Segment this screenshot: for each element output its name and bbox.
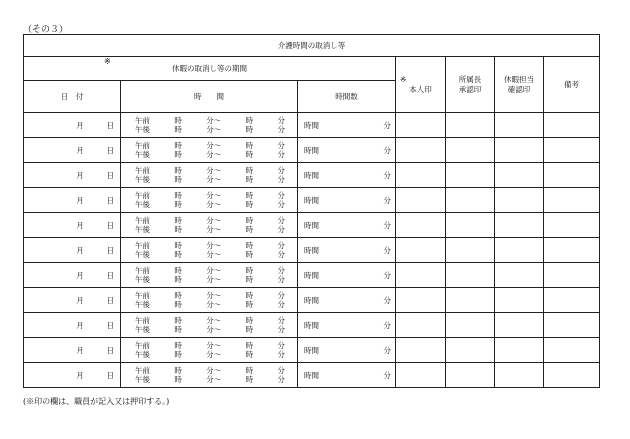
minute-from-label: 分～ [206,350,222,359]
duration-hour-label: 時間 [304,170,319,180]
pm-label: 午後 [135,200,150,209]
day-label: 日 [106,320,114,330]
form-rows [24,113,600,388]
hour-label: 時 [245,375,254,384]
dept-head-seal-cell[interactable] [446,363,495,388]
own-seal-cell[interactable] [396,263,446,288]
hour-label: 時 [174,275,182,284]
remarks-cell[interactable] [544,288,600,313]
leave-officer-seal-cell[interactable] [495,213,544,238]
dept-head-seal-cell[interactable] [446,188,495,213]
pm-label: 午後 [135,225,150,234]
minute-from-label: 分～ [206,300,222,309]
remarks-cell[interactable] [544,163,600,188]
time-cell[interactable] [121,338,298,363]
minute-label: 分 [277,141,285,150]
hour-label: 時 [174,141,182,150]
hour-label: 時 [245,175,254,184]
day-label: 日 [106,120,114,130]
hour-label: 時 [245,350,254,359]
hour-label: 時 [245,216,254,225]
am-label: 午前 [135,366,150,375]
day-label: 日 [106,170,114,180]
dept-head-line1: 所属長 [458,74,482,84]
leave-cancellation-form [23,34,600,388]
table-row [24,238,600,263]
duration-minute-label: 分 [383,170,391,180]
hour-label: 時 [174,150,182,159]
am-label: 午前 [135,316,150,325]
date-cell[interactable] [24,138,121,163]
minute-from-label: 分～ [206,166,222,175]
duration-hour-label: 時間 [304,120,319,130]
remarks-cell[interactable] [544,238,600,263]
month-label: 月 [76,170,84,180]
date-cell[interactable] [24,288,121,313]
am-label: 午前 [135,341,150,350]
own-seal-cell[interactable] [396,338,446,363]
duration-minute-label: 分 [383,370,391,380]
duration-hour-label: 時間 [304,145,319,155]
date-cell[interactable] [24,363,121,388]
hour-label: 時 [245,166,254,175]
duration-minute-label: 分 [383,145,391,155]
remarks-cell[interactable] [544,113,600,138]
dept-head-seal-cell[interactable] [446,238,495,263]
remarks-header: 備考 [544,57,600,113]
dept-head-seal-cell[interactable] [446,313,495,338]
leave-officer-seal-header [495,57,544,113]
duration-minute-label: 分 [383,120,391,130]
minute-label: 分 [277,366,285,375]
hour-label: 時 [245,341,254,350]
leave-officer-seal-cell[interactable] [495,138,544,163]
hour-label: 時 [174,125,182,134]
minute-label: 分 [277,250,285,259]
dept-head-line2: 承認印 [458,84,482,94]
hour-label: 時 [174,250,182,259]
time-cell[interactable] [121,313,298,338]
day-label: 日 [106,295,114,305]
duration-hour-label: 時間 [304,220,319,230]
leave-officer-seal-cell[interactable] [495,313,544,338]
remarks-cell[interactable] [544,188,600,213]
hour-label: 時 [245,225,254,234]
duration-minute-label: 分 [383,220,391,230]
time-header: 時 間 [121,81,298,113]
month-label: 月 [76,220,84,230]
minute-from-label: 分～ [206,150,222,159]
date-cell[interactable] [24,113,121,138]
minute-from-label: 分～ [206,291,222,300]
hour-label: 時 [174,375,182,384]
leave-officer-seal-cell[interactable] [495,188,544,213]
hour-label: 時 [174,325,182,334]
minute-from-label: 分～ [206,375,222,384]
hour-label: 時 [174,316,182,325]
month-label: 月 [76,195,84,205]
month-label: 月 [76,120,84,130]
duration-hour-label: 時間 [304,345,319,355]
day-label: 日 [106,370,114,380]
duration-hour-label: 時間 [304,320,319,330]
minute-label: 分 [277,275,285,284]
leave-officer-seal-cell[interactable] [495,238,544,263]
duration-minute-label: 分 [383,320,391,330]
hour-label: 時 [174,291,182,300]
leave-officer-seal-cell[interactable] [495,263,544,288]
month-label: 月 [76,295,84,305]
minute-label: 分 [277,350,285,359]
minute-label: 分 [277,216,285,225]
duration-cell[interactable] [298,213,396,238]
minute-from-label: 分～ [206,200,222,209]
minute-from-label: 分～ [206,216,222,225]
minute-label: 分 [277,125,285,134]
minute-label: 分 [277,175,285,184]
minute-from-label: 分～ [206,125,222,134]
month-label: 月 [76,145,84,155]
minute-label: 分 [277,266,285,275]
own-seal-cell[interactable] [396,213,446,238]
minute-from-label: 分～ [206,366,222,375]
hour-label: 時 [174,116,182,125]
time-cell[interactable] [121,113,298,138]
am-label: 午前 [135,266,150,275]
time-cell[interactable] [121,363,298,388]
minute-from-label: 分～ [206,275,222,284]
period-header [24,57,396,81]
minute-label: 分 [277,116,285,125]
hour-label: 時 [245,141,254,150]
duration-cell[interactable] [298,113,396,138]
leave-officer-seal-cell[interactable] [495,163,544,188]
table-row [24,338,600,363]
pm-label: 午後 [135,350,150,359]
minute-label: 分 [277,341,285,350]
day-label: 日 [106,220,114,230]
date-header: 日 付 [24,81,121,113]
minute-label: 分 [277,191,285,200]
month-label: 月 [76,320,84,330]
hour-label: 時 [245,266,254,275]
duration-minute-label: 分 [383,245,391,255]
minute-from-label: 分～ [206,191,222,200]
hour-label: 時 [245,250,254,259]
hour-label: 時 [245,291,254,300]
duration-hour-label: 時間 [304,245,319,255]
month-label: 月 [76,345,84,355]
duration-cell[interactable] [298,313,396,338]
duration-minute-label: 分 [383,195,391,205]
duration-cell[interactable] [298,138,396,163]
time-cell[interactable] [121,263,298,288]
leave-officer-seal-cell[interactable] [495,113,544,138]
hour-label: 時 [174,225,182,234]
duration-hour-label: 時間 [304,270,319,280]
am-label: 午前 [135,141,150,150]
minute-from-label: 分～ [206,241,222,250]
minute-label: 分 [277,166,285,175]
dept-head-seal-cell[interactable] [446,263,495,288]
dept-head-seal-cell[interactable] [446,163,495,188]
month-label: 月 [76,370,84,380]
hour-label: 時 [245,275,254,284]
own-seal-cell[interactable] [396,238,446,263]
duration-minute-label: 分 [383,295,391,305]
hour-label: 時 [174,200,182,209]
date-cell[interactable] [24,188,121,213]
minute-from-label: 分～ [206,225,222,234]
minute-from-label: 分～ [206,175,222,184]
duration-cell[interactable] [298,263,396,288]
minute-label: 分 [277,291,285,300]
remarks-cell[interactable] [544,338,600,363]
duration-minute-label: 分 [383,270,391,280]
footnote: (※印の欄は、職員が記入又は押印する。) [23,397,170,406]
hour-label: 時 [245,200,254,209]
minute-from-label: 分～ [206,325,222,334]
hour-label: 時 [245,316,254,325]
pm-label: 午後 [135,300,150,309]
hour-label: 時 [174,341,182,350]
own-seal-mark: ※ [400,74,407,84]
minute-from-label: 分～ [206,341,222,350]
table-row [24,113,600,138]
am-label: 午前 [135,216,150,225]
minute-label: 分 [277,241,285,250]
hour-label: 時 [245,116,254,125]
hour-label: 時 [174,350,182,359]
hour-label: 時 [174,300,182,309]
duration-cell[interactable] [298,188,396,213]
hour-label: 時 [174,266,182,275]
hour-label: 時 [174,175,182,184]
duration-minute-label: 分 [383,345,391,355]
duration-cell[interactable] [298,238,396,263]
own-seal-cell[interactable] [396,113,446,138]
hour-label: 時 [174,191,182,200]
minute-label: 分 [277,300,285,309]
table-row [24,363,600,388]
minute-from-label: 分～ [206,266,222,275]
form-title: 介護時間の取消し等 [24,35,600,57]
duration-hour-label: 時間 [304,195,319,205]
duration-hour-label: 時間 [304,370,319,380]
date-cell[interactable] [24,263,121,288]
date-cell[interactable] [24,238,121,263]
time-cell[interactable] [121,288,298,313]
month-label: 月 [76,245,84,255]
minute-label: 分 [277,325,285,334]
minute-from-label: 分～ [206,316,222,325]
leave-officer-seal-cell[interactable] [495,363,544,388]
pm-label: 午後 [135,275,150,284]
pm-label: 午後 [135,125,150,134]
day-label: 日 [106,195,114,205]
am-label: 午前 [135,241,150,250]
minute-label: 分 [277,375,285,384]
leave-officer-line1: 休暇担当 [504,74,534,84]
minute-label: 分 [277,316,285,325]
pm-label: 午後 [135,150,150,159]
pm-label: 午後 [135,375,150,384]
date-cell[interactable] [24,313,121,338]
table-row [24,263,600,288]
pm-label: 午後 [135,250,150,259]
day-label: 日 [106,145,114,155]
hour-label: 時 [174,166,182,175]
table-row [24,163,600,188]
hour-label: 時 [174,241,182,250]
remarks-cell[interactable] [544,313,600,338]
time-cell[interactable] [121,138,298,163]
duration-cell[interactable] [298,288,396,313]
remarks-cell[interactable] [544,213,600,238]
hour-label: 時 [245,366,254,375]
hour-label: 時 [245,191,254,200]
leave-officer-seal-cell[interactable] [495,338,544,363]
duration-hour-label: 時間 [304,295,319,305]
remarks-cell[interactable] [544,363,600,388]
day-label: 日 [106,245,114,255]
leave-officer-seal-cell[interactable] [495,288,544,313]
table-row [24,213,600,238]
own-seal-header [396,57,446,113]
month-label: 月 [76,270,84,280]
minute-label: 分 [277,225,285,234]
minute-from-label: 分～ [206,141,222,150]
remarks-cell[interactable] [544,138,600,163]
date-cell[interactable] [24,163,121,188]
dept-head-seal-cell[interactable] [446,338,495,363]
remarks-cell[interactable] [544,263,600,288]
hour-label: 時 [174,366,182,375]
time-cell[interactable] [121,163,298,188]
date-cell[interactable] [24,338,121,363]
date-cell[interactable] [24,213,121,238]
own-seal-cell[interactable] [396,363,446,388]
duration-cell[interactable] [298,363,396,388]
time-cell[interactable] [121,238,298,263]
hour-label: 時 [174,216,182,225]
minute-from-label: 分～ [206,250,222,259]
hour-label: 時 [245,241,254,250]
pm-label: 午後 [135,175,150,184]
own-seal-cell[interactable] [396,163,446,188]
own-seal-cell[interactable] [396,138,446,163]
page-label: （その３） [23,25,69,35]
time-cell[interactable] [121,213,298,238]
own-seal-label: 本人印 [409,84,432,94]
table-row [24,313,600,338]
dept-head-seal-header [446,57,495,113]
minute-from-label: 分～ [206,116,222,125]
dept-head-seal-cell[interactable] [446,213,495,238]
hour-label: 時 [245,325,254,334]
duration-cell[interactable] [298,338,396,363]
table-row [24,188,600,213]
time-cell[interactable] [121,188,298,213]
hours-header: 時間数 [298,81,396,113]
am-label: 午前 [135,291,150,300]
day-label: 日 [106,270,114,280]
table-row [24,138,600,163]
table-row [24,288,600,313]
pm-label: 午後 [135,325,150,334]
leave-officer-line2: 確認印 [507,84,531,94]
own-seal-cell[interactable] [396,188,446,213]
hour-label: 時 [245,125,254,134]
minute-label: 分 [277,200,285,209]
own-seal-cell[interactable] [396,313,446,338]
minute-label: 分 [277,150,285,159]
hour-label: 時 [245,300,254,309]
am-label: 午前 [135,166,150,175]
period-mark: ※ [104,57,111,66]
day-label: 日 [106,345,114,355]
dept-head-seal-cell[interactable] [446,113,495,138]
own-seal-cell[interactable] [396,288,446,313]
hour-label: 時 [245,150,254,159]
am-label: 午前 [135,191,150,200]
am-label: 午前 [135,116,150,125]
duration-cell[interactable] [298,163,396,188]
dept-head-seal-cell[interactable] [446,288,495,313]
dept-head-seal-cell[interactable] [446,138,495,163]
period-label: 休暇の取消し等の期間 [172,64,247,73]
